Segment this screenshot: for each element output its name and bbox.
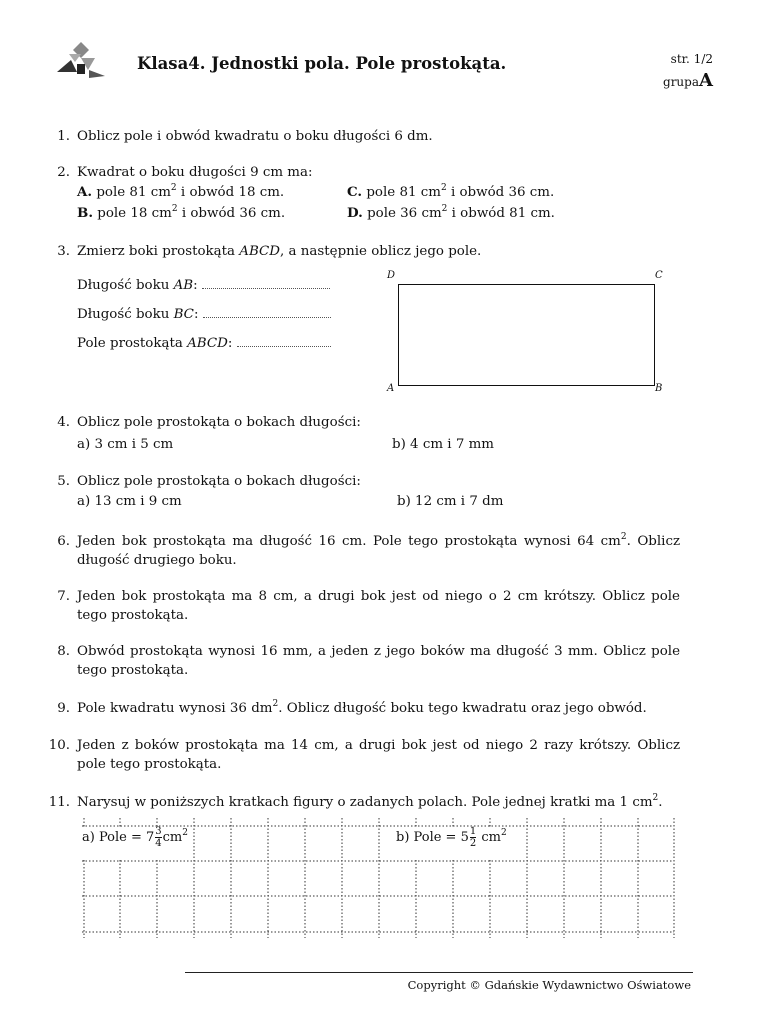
question-6: 6. Jeden bok prostokąta ma długość 16 cm. Pole tego prostokąta wynosi 64 $cm^2$. Oblicz długość drugiego boku.: [57, 532, 681, 568]
footer-rule: [185, 972, 693, 973]
question-2: 2. Kwadrat o boku długości 9 cm ma:: [57, 165, 313, 180]
group-letter: A: [699, 70, 713, 91]
question-4: 4. Oblicz pole prostokąta o bokach długości:: [57, 415, 361, 430]
option-c: C. pole 81 $cm^2$ i obwód 36 cm.: [347, 183, 555, 200]
option-b: B. pole 18 $cm^2$ i obwód 36 cm.: [77, 204, 286, 221]
option-a: A. pole 81 $cm^2$ i obwód 18 cm.: [77, 183, 285, 200]
question-11: 11. Narysuj w poniższych kratkach figury o zadanych polach. Pole jednej kratki ma 1 $cm^2$.: [48, 793, 663, 810]
question-8: 8. Obwód prostokąta wynosi 16 mm, a jeden z jego boków ma długość 3 mm. Oblicz pole tego prostokąta.: [57, 644, 680, 678]
area-abcd-field: Pole prostokąta ABCD:: [77, 336, 331, 351]
question-1: 1. Oblicz pole i obwód kwadratu o boku długości 6 dm.: [57, 129, 433, 144]
question-7: 7. Jeden bok prostokąta ma 8 cm, a drugi bok jest od niego o 2 cm krótszy. Oblicz pole tego prostokąta.: [57, 589, 680, 623]
corner-c: C: [655, 270, 663, 281]
option-d: D. pole 36 $cm^2$ i obwód 81 cm.: [347, 204, 555, 221]
copyright-footer: Copyright © Gdańskie Wydawnictwo Oświatowe: [407, 978, 691, 992]
rectangle-abcd: [398, 284, 655, 386]
answer-line[interactable]: [202, 278, 330, 289]
corner-a: A: [387, 383, 395, 394]
question-5: 5. Oblicz pole prostokąta o bokach długości:: [57, 474, 361, 489]
page-number: str. 1/2: [670, 52, 713, 66]
question-3: 3. Zmierz boki prostokąta ABCD, a następnie oblicz jego pole.: [57, 244, 482, 259]
group-label: grupa: [663, 75, 699, 89]
question-9: 9. Pole kwadratu wynosi 36 $dm^2$. Oblicz długość boku tego kwadratu oraz jego obwód.: [57, 699, 647, 716]
publisher-logo: [55, 40, 107, 82]
grid-label-b: b) Pole = 5 $\frac{1}{2}$ $cm^2$: [396, 826, 507, 849]
corner-b: B: [655, 383, 663, 394]
answer-line[interactable]: [203, 307, 331, 318]
page-title: Klasa4. Jednostki pola. Pole prostokąta.: [137, 54, 507, 73]
q4-part-a: a) 3 cm i 5 cm: [77, 437, 174, 452]
question-10: 10. Jeden z boków prostokąta ma 14 cm, a drugi bok jest od niego 2 razy krótszy. Oblicz pole tego prostokąta.: [48, 738, 680, 772]
answer-line[interactable]: [237, 336, 331, 347]
q4-part-b: b) 4 cm i 7 mm: [392, 437, 494, 452]
grid-label-a: a) Pole = 7 $\frac{3}{4}$ $cm^2$: [82, 826, 188, 849]
corner-d: D: [387, 270, 396, 281]
q5-part-a: a) 13 cm i 9 cm: [77, 494, 182, 509]
measure-bc-field: Długość boku BC:: [77, 307, 331, 322]
q5-part-b: b) 12 cm i 7 dm: [397, 494, 504, 509]
measure-ab-field: Długość boku AB:: [77, 278, 330, 293]
